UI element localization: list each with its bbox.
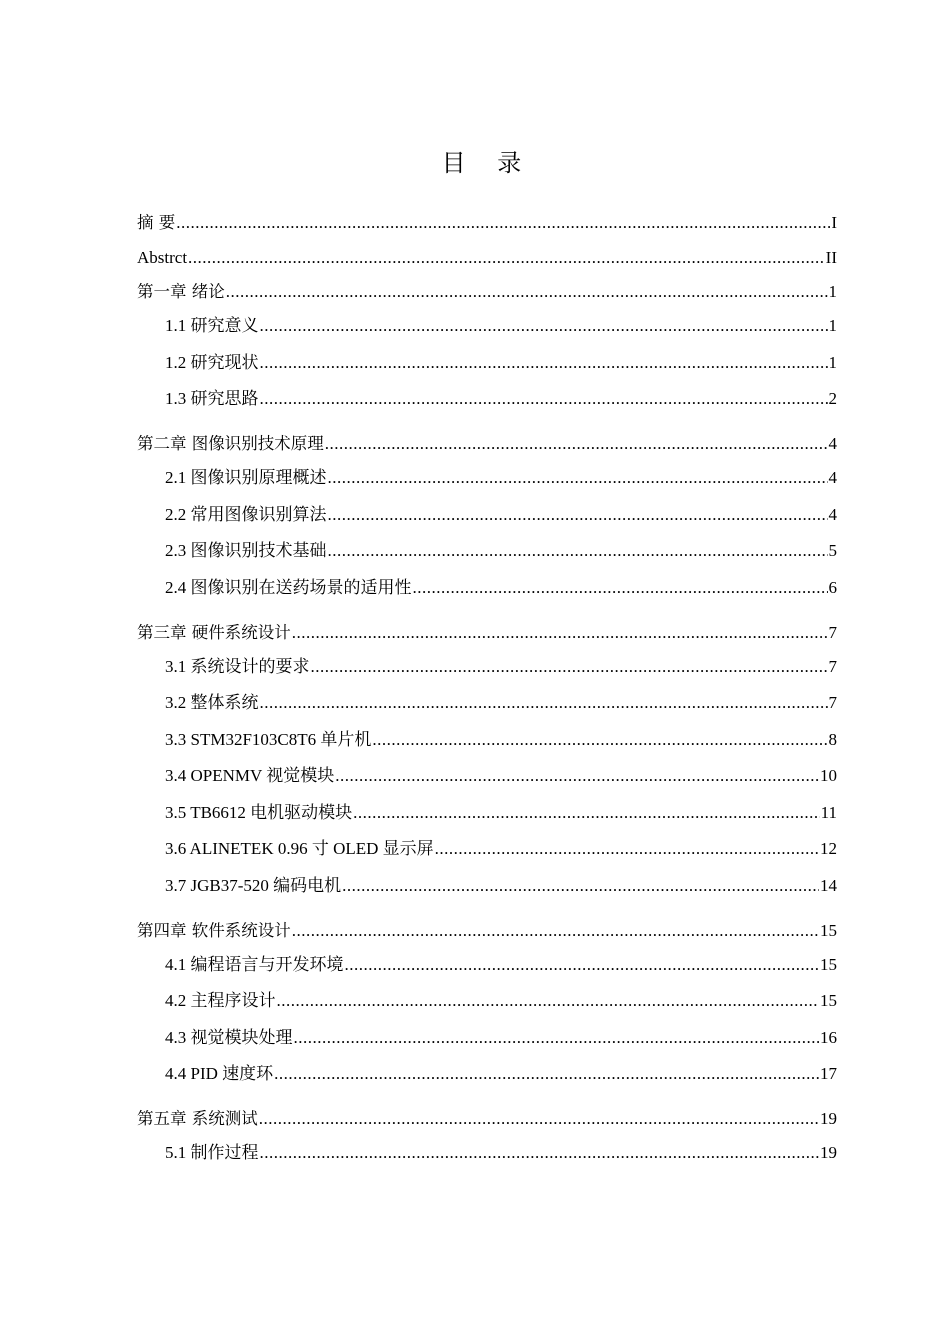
toc-entry-page: 19: [820, 1109, 837, 1128]
toc-entry-section-1-3[interactable]: [137, 384, 837, 414]
toc-leader-dots: [328, 536, 828, 566]
toc-entry-abstract-cn[interactable]: [137, 208, 837, 238]
toc-entry-page: 15: [820, 991, 837, 1010]
toc-entry-section-4-4[interactable]: [137, 1059, 837, 1089]
toc-entry-page: 2: [828, 389, 837, 408]
toc-entry-abstract-en[interactable]: [137, 243, 837, 273]
toc-leader-dots: [292, 618, 828, 648]
toc-entry-page: 12: [820, 839, 837, 858]
toc-entry-section-1-2[interactable]: [137, 348, 837, 378]
toc-entry-page: 4: [828, 434, 837, 453]
toc-entry-label: 第二章 图像识别技术原理: [137, 434, 324, 453]
toc-leader-dots: [226, 277, 828, 307]
toc-entry-section-5-1[interactable]: [137, 1138, 837, 1168]
toc-entry-label: 2.4 图像识别在送药场景的适用性: [165, 577, 412, 597]
toc-list: [137, 208, 837, 1168]
toc-entry-section-4-1[interactable]: [137, 950, 837, 980]
toc-leader-dots: [260, 688, 828, 718]
toc-entry-chapter-5[interactable]: [137, 1104, 837, 1134]
toc-leader-dots: [292, 916, 819, 946]
toc-entry-section-2-2[interactable]: [137, 500, 837, 530]
toc-entry-label: 3.2 整体系统: [165, 693, 259, 712]
toc-entry-label: 3.6 ALINETEK 0.96 寸 OLED 显示屏: [165, 839, 434, 858]
toc-entry-section-4-3[interactable]: [137, 1023, 837, 1053]
toc-entry-section-2-1[interactable]: [137, 463, 837, 493]
toc-leader-dots: [311, 652, 828, 682]
toc-leader-dots: [294, 1023, 820, 1053]
toc-entry-page: 6: [828, 577, 837, 597]
toc-entry-section-4-2[interactable]: [137, 986, 837, 1016]
toc-title: 目 录: [441, 149, 534, 177]
toc-entry-chapter-4[interactable]: [137, 916, 837, 946]
toc-entry-page: 7: [828, 656, 837, 676]
toc-entry-label: 3.3 STM32F103C8T6 单片机: [165, 729, 372, 749]
toc-leader-dots: [176, 208, 830, 238]
toc-entry-page: 4: [828, 504, 837, 524]
toc-entry-label: 第五章 系统测试: [137, 1109, 258, 1128]
toc-leader-dots: [328, 500, 828, 530]
toc-entry-label: 2.2 常用图像识别算法: [165, 504, 327, 524]
toc-entry-page: 15: [820, 954, 837, 974]
toc-entry-page: 1: [828, 282, 837, 301]
toc-entry-page: 11: [820, 802, 837, 822]
toc-entry-label: 1.3 研究思路: [165, 389, 259, 408]
toc-entry-section-2-3[interactable]: [137, 536, 837, 566]
toc-entry-page: 7: [828, 693, 837, 712]
toc-entry-page: 7: [828, 622, 837, 642]
toc-entry-label: 2.3 图像识别技术基础: [165, 541, 327, 560]
toc-entry-section-3-6[interactable]: [137, 834, 837, 864]
toc-entry-section-3-3[interactable]: [137, 725, 837, 755]
toc-entry-page: 1: [828, 352, 837, 372]
toc-entry-page: 19: [820, 1143, 837, 1162]
toc-leader-dots: [353, 798, 819, 828]
toc-leader-dots: [328, 463, 828, 493]
toc-leader-dots: [413, 573, 828, 603]
toc-leader-dots: [372, 725, 827, 755]
toc-entry-label: 4.1 编程语言与开发环境: [165, 954, 344, 974]
toc-entry-label: 3.4 OPENMV 视觉模块: [165, 766, 335, 785]
toc-leader-dots: [260, 311, 828, 341]
toc-leader-dots: [277, 986, 820, 1016]
toc-entry-page: 4: [828, 468, 837, 487]
toc-entry-page: 1: [828, 316, 837, 335]
toc-entry-label: 3.5 TB6612 电机驱动模块: [165, 802, 353, 822]
toc-leader-dots: [259, 1104, 819, 1134]
toc-entry-section-3-7[interactable]: [137, 871, 837, 901]
toc-entry-label: 第四章 软件系统设计: [137, 920, 291, 940]
toc-entry-section-1-1[interactable]: [137, 311, 837, 341]
toc-entry-label: 摘 要: [137, 213, 176, 232]
toc-leader-dots: [260, 1138, 820, 1168]
toc-entry-page: 14: [820, 875, 837, 895]
toc-leader-dots: [260, 384, 828, 414]
toc-entry-label: 第一章 绪论: [137, 282, 225, 301]
toc-leader-dots: [188, 243, 825, 273]
toc-entry-label: 3.1 系统设计的要求: [165, 656, 310, 676]
toc-entry-section-2-4[interactable]: [137, 573, 837, 603]
toc-entry-label: 4.3 视觉模块处理: [165, 1027, 293, 1047]
toc-entry-label: 2.1 图像识别原理概述: [165, 468, 327, 487]
toc-entry-chapter-1[interactable]: [137, 277, 837, 307]
toc-entry-label: 1.1 研究意义: [165, 316, 259, 335]
toc-entry-chapter-3[interactable]: [137, 618, 837, 648]
toc-entry-page: 15: [820, 920, 837, 940]
toc-entry-label: Abstrct: [137, 247, 188, 267]
toc-entry-label: 4.4 PID 速度环: [165, 1064, 274, 1083]
toc-entry-page: I: [831, 213, 837, 232]
toc-leader-dots: [342, 871, 819, 901]
toc-entry-label: 5.1 制作过程: [165, 1143, 259, 1162]
toc-entry-label: 4.2 主程序设计: [165, 991, 276, 1010]
toc-leader-dots: [274, 1059, 819, 1089]
toc-entry-page: 17: [820, 1064, 837, 1083]
toc-entry-label: 第三章 硬件系统设计: [137, 622, 291, 642]
toc-leader-dots: [435, 834, 819, 864]
toc-entry-label: 3.7 JGB37-520 编码电机: [165, 875, 342, 895]
toc-entry-page: II: [825, 247, 837, 267]
toc-entry-section-3-2[interactable]: [137, 688, 837, 718]
toc-entry-section-3-5[interactable]: [137, 798, 837, 828]
toc-entry-section-3-1[interactable]: [137, 652, 837, 682]
toc-leader-dots: [325, 429, 828, 459]
toc-entry-label: 1.2 研究现状: [165, 352, 259, 372]
toc-entry-section-3-4[interactable]: [137, 761, 837, 791]
toc-entry-page: 5: [828, 541, 837, 560]
toc-entry-page: 16: [820, 1027, 837, 1047]
toc-leader-dots: [345, 950, 820, 980]
toc-entry-chapter-2[interactable]: [137, 429, 837, 459]
toc-leader-dots: [260, 348, 828, 378]
toc-leader-dots: [335, 761, 819, 791]
toc-entry-page: 8: [828, 729, 837, 749]
toc-entry-page: 10: [820, 766, 837, 785]
